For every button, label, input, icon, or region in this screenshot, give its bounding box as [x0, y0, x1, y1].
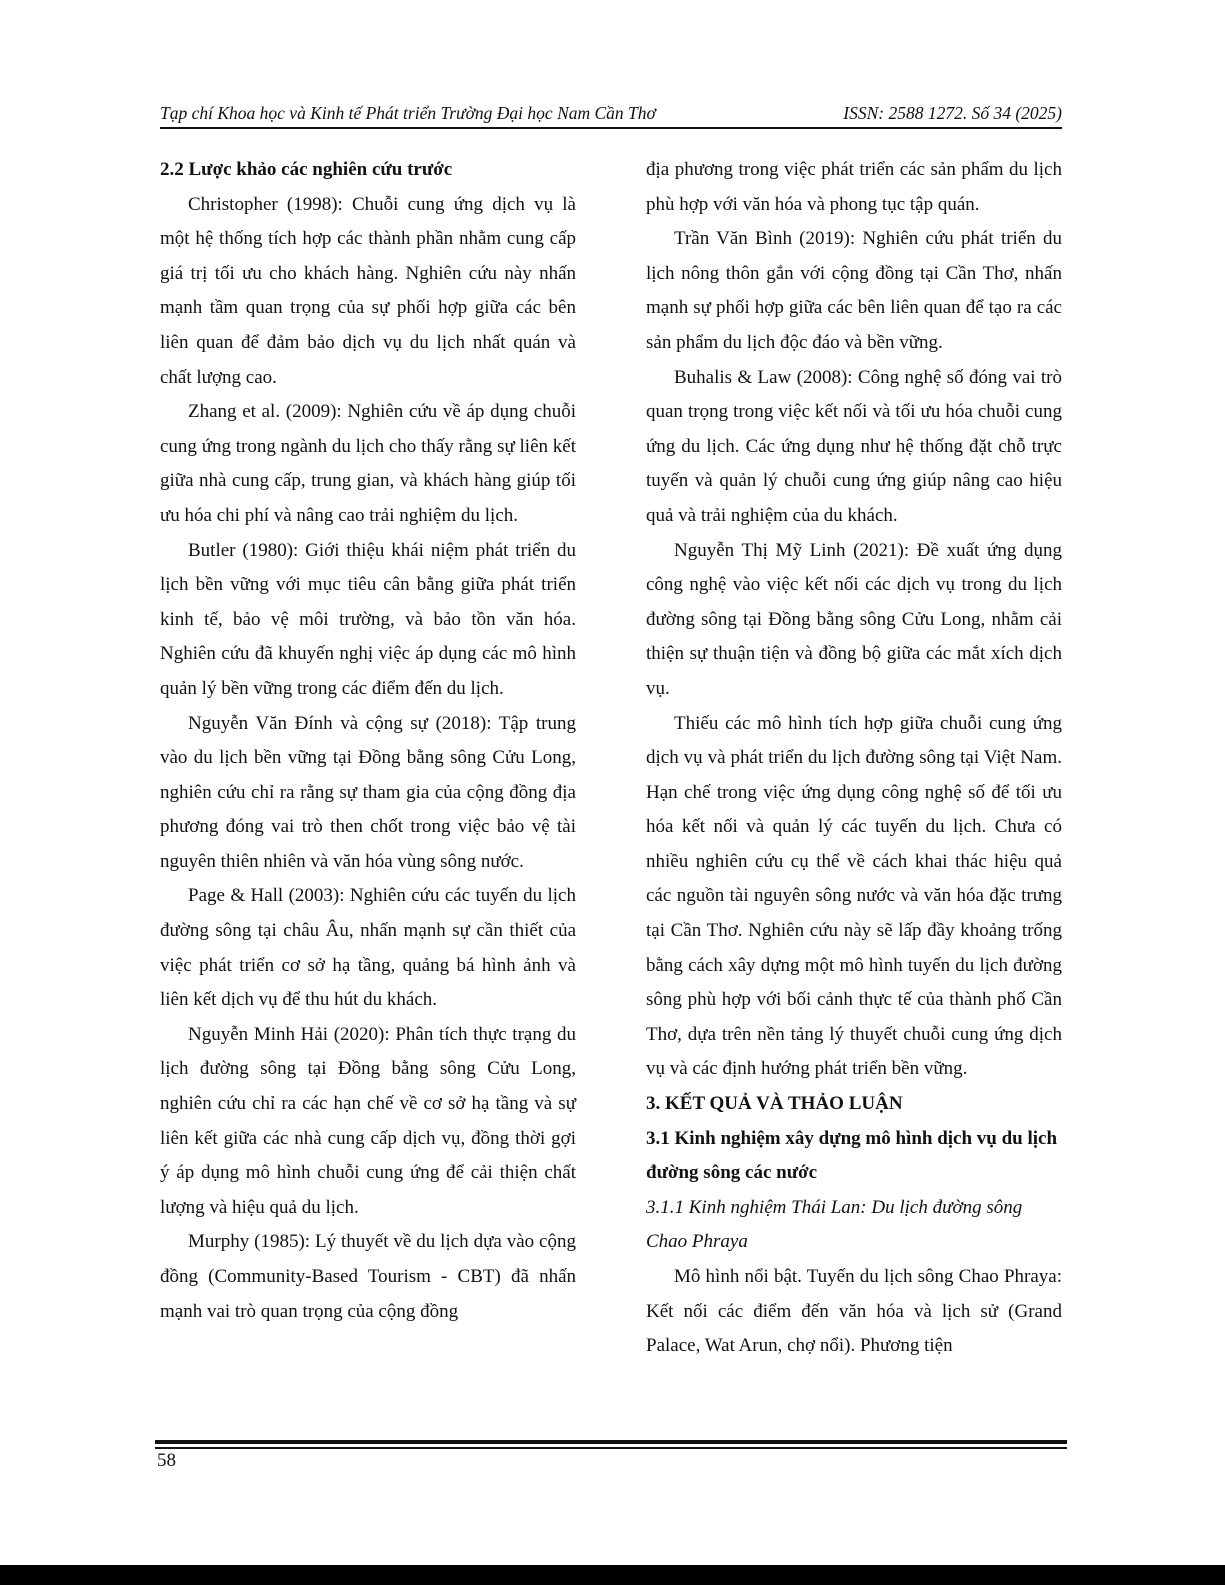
- page-number: 58: [157, 1450, 176, 1471]
- paragraph-continuation: địa phương trong việc phát triển các sản phẩm du lịch phù hợp với văn hóa và phong tục tập quán.: [646, 159, 1062, 215]
- bottom-scan-bar: [0, 1565, 1225, 1585]
- right-column: [646, 153, 1062, 1364]
- issn-issue: ISSN: 2588 1272. Số 34 (2025): [843, 103, 1062, 123]
- footer-rule-thin: [155, 1447, 1067, 1449]
- subsection-heading-3-1: 3.1 Kinh nghiệm xây dựng mô hình dịch vụ du lịch đường sông các nước: [646, 1127, 1058, 1184]
- paragraph-zhang: Zhang et al. (2009): Nghiên cứu về áp dụng chuỗi cung ứng trong ngành du lịch cho thấy rằng sự liên kết giữa nhà cung cấp, trung gian, và khách hàng giúp tối ưu hóa chi phí và nâng cao trải nghiệm du lịch.: [160, 401, 576, 526]
- header-rule: [160, 127, 1062, 129]
- left-column: [160, 153, 576, 1329]
- paragraph-christopher: Christopher (1998): Chuỗi cung ứng dịch vụ là một hệ thống tích hợp các thành phần nhằm cung cấp giá trị tối ưu cho khách hàng. Nghiên cứu này nhấn mạnh tầm quan trọng của sự phối hợp giữa các bên liên quan để đảm bảo dịch vụ du lịch nhất quán và chất lượng cao.: [160, 193, 576, 388]
- running-header: [160, 100, 1062, 126]
- paragraph-page-hall: Page & Hall (2003): Nghiên cứu các tuyến du lịch đường sông tại châu Âu, nhấn mạnh sự cần thiết của việc phát triển cơ sở hạ tầng, quảng bá hình ảnh và liên kết dịch vụ để thu hút du khách.: [160, 885, 576, 1011]
- paragraph-butler: Butler (1980): Giới thiệu khái niệm phát triển du lịch bền vững với mục tiêu cân bằng giữa phát triển kinh tế, bảo vệ môi trường, và bảo tồn văn hóa. Nghiên cứu đã khuyến nghị việc áp dụng các mô hình quản lý bền vững trong các điểm đến du lịch.: [160, 539, 576, 699]
- paragraph-research-gap: Thiếu các mô hình tích hợp giữa chuỗi cung ứng dịch vụ và phát triển du lịch đường sông tại Việt Nam. Hạn chế trong việc ứng dụng công nghệ số để tối ưu hóa kết nối và quản lý các tuyến du lịch. Chưa có nhiều nghiên cứu cụ thể về cách khai thác hiệu quả các nguồn tài nguyên sông nước và văn hóa đặc trưng tại Cần Thơ. Nghiên cứu này sẽ lấp đầy khoảng trống bằng cách xây dựng một mô hình tuyến du lịch đường sông phù hợp với bối cảnh thực tế của thành phố Cần Thơ, dựa trên nền tảng lý thuyết chuỗi cung ứng dịch vụ và các định hướng phát triển bền vững.: [646, 712, 1062, 1080]
- footer-rule-thick: [155, 1440, 1067, 1444]
- paragraph-murphy: Murphy (1985): Lý thuyết về du lịch dựa vào cộng đồng (Community-Based Tourism - CBT) đã nhấn mạnh vai trò quan trọng của cộng đồng: [160, 1231, 576, 1322]
- paragraph-nguyen-thi-my-linh: Nguyễn Thị Mỹ Linh (2021): Đề xuất ứng dụng công nghệ vào việc kết nối các dịch vụ trong du lịch đường sông tại Đồng bằng sông Cửu Long, nhằm cải thiện sự thuận tiện và đồng bộ giữa các mắt xích dịch vụ.: [646, 539, 1062, 699]
- paragraph-chao-phraya: Mô hình nổi bật. Tuyến du lịch sông Chao Phraya: Kết nối các điểm đến văn hóa và lịch sử (Grand Palace, Wat Arun, chợ nổi). Phương tiện: [646, 1266, 1062, 1357]
- paragraph-nguyen-minh-hai: Nguyễn Minh Hải (2020): Phân tích thực trạng du lịch đường sông tại Đồng bằng sông Cửu Long, nghiên cứu chỉ ra các hạn chế về cơ sở hạ tầng và sự liên kết giữa các nhà cung cấp dịch vụ, đồng thời gợi ý áp dụng mô hình chuỗi cung ứng để cải thiện chất lượng và hiệu quả du lịch.: [160, 1023, 576, 1218]
- paragraph-tran-van-binh: Trần Văn Bình (2019): Nghiên cứu phát triển du lịch nông thôn gắn với cộng đồng tại Cần Thơ, nhấn mạnh sự phối hợp giữa các bên liên quan để tạo ra các sản phẩm du lịch độc đáo và bền vững.: [646, 228, 1062, 353]
- paragraph-nguyen-van-dinh: Nguyễn Văn Đính và cộng sự (2018): Tập trung vào du lịch bền vững tại Đồng bằng sông Cửu Long, nghiên cứu chỉ ra rằng sự tham gia của cộng đồng địa phương đóng vai trò then chốt trong việc bảo vệ tài nguyên thiên nhiên và văn hóa vùng sông nước.: [160, 712, 576, 872]
- paragraph-buhalis-law: Buhalis & Law (2008): Công nghệ số đóng vai trò quan trọng trong việc kết nối và tối ưu hóa chuỗi cung ứng du lịch. Các ứng dụng như hệ thống đặt chỗ trực tuyến và quản lý chuỗi cung ứng giúp nâng cao hiệu quả và trải nghiệm của du khách.: [646, 366, 1062, 526]
- subsubsection-heading-3-1-1: 3.1.1 Kinh nghiệm Thái Lan: Du lịch đường sông Chao Phraya: [646, 1196, 1023, 1253]
- section-heading-3: 3. KẾT QUẢ VÀ THẢO LUẬN: [646, 1093, 903, 1115]
- journal-title: Tạp chí Khoa học và Kinh tế Phát triển Trường Đại học Nam Cần Thơ: [160, 103, 656, 123]
- section-heading-2-2: 2.2 Lược khảo các nghiên cứu trước: [160, 159, 453, 180]
